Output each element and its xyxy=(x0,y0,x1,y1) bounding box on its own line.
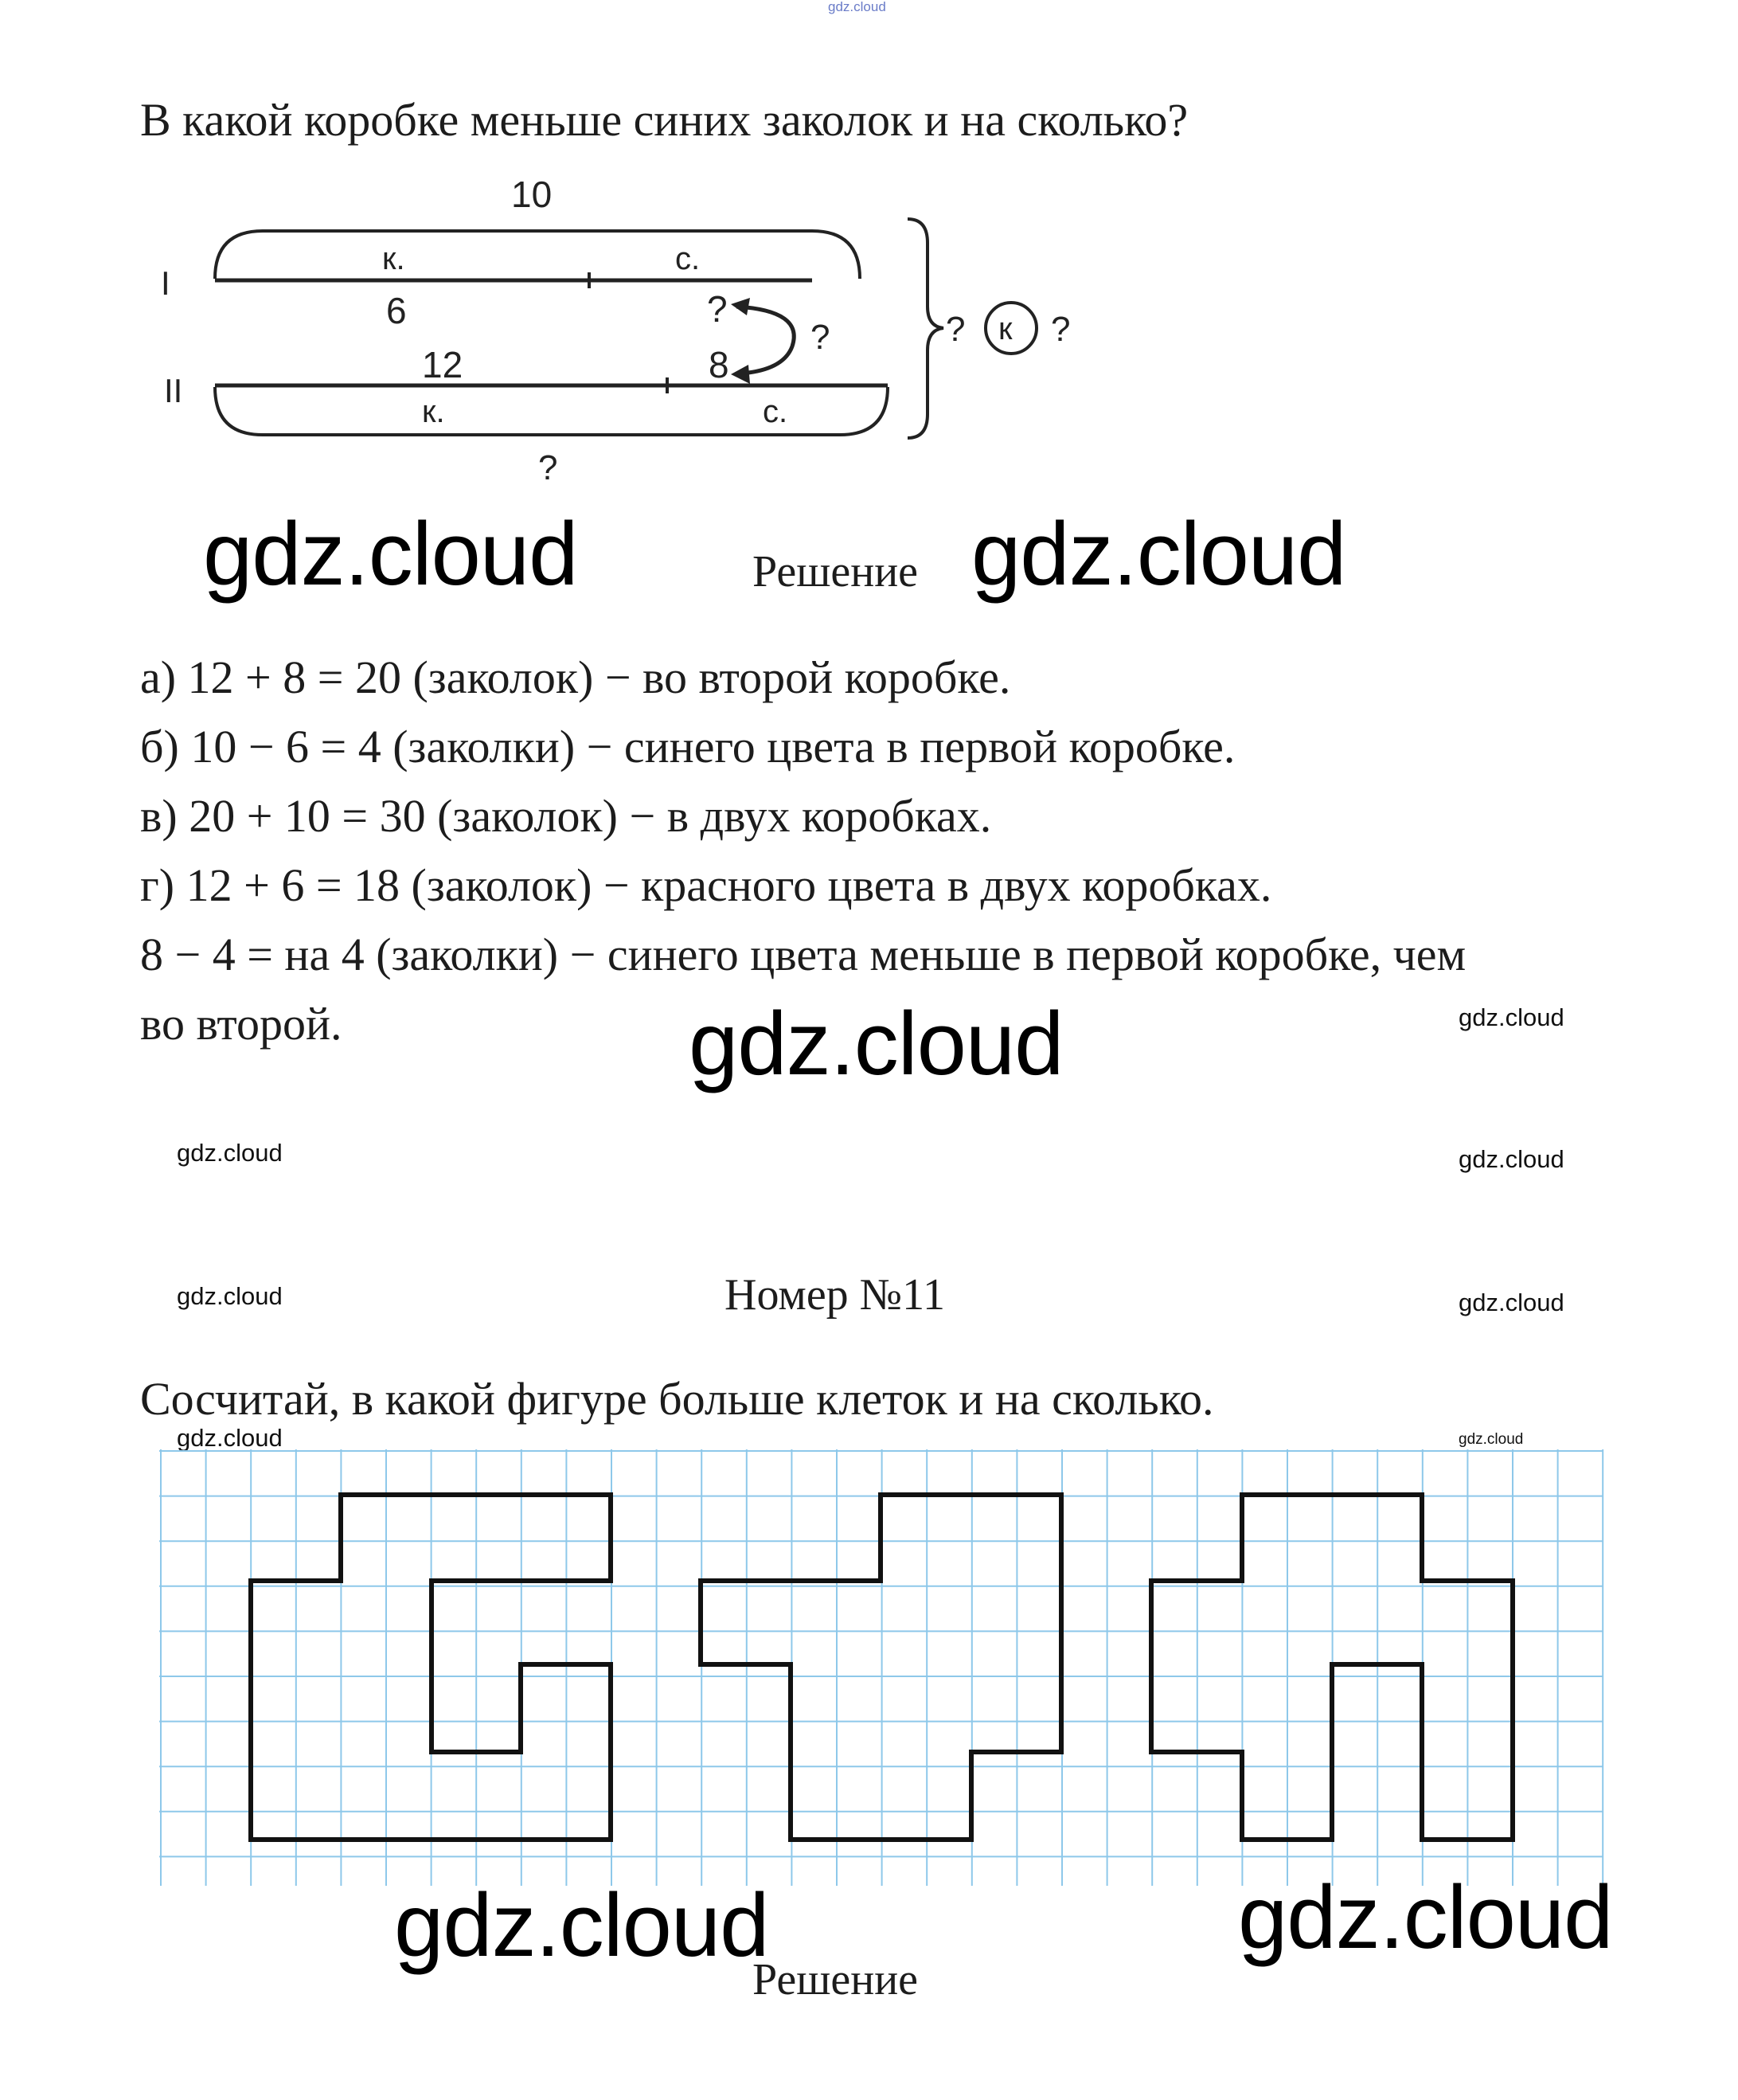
row1-marker: I xyxy=(161,264,170,302)
k-label-first: к. xyxy=(382,241,405,276)
task11-solution-heading: Решение xyxy=(752,1955,919,2004)
figure-2-outline xyxy=(701,1495,1061,1840)
solution-line-b: б) 10 − 6 = 4 (заколки) − синего цвета в первой коробке. xyxy=(140,721,1236,772)
task11-question: Сосчитай, в какой фигуре больше клеток и на сколько. xyxy=(140,1373,1214,1425)
k-label-second: к. xyxy=(422,394,445,429)
compare-arrowhead-bottom xyxy=(731,365,750,384)
task11-heading: Номер №11 xyxy=(724,1270,946,1320)
watermark-big: gdz.cloud xyxy=(394,1875,769,1975)
watermark-small: gdz.cloud xyxy=(177,1139,283,1167)
task10-question: В какой коробке меньше синих заколок и на сколько? xyxy=(140,94,1189,146)
cell-grid xyxy=(159,1449,1604,1887)
row2-marker: II xyxy=(164,372,183,409)
brace-question-left: ? xyxy=(946,310,966,349)
s-label-second: с. xyxy=(763,394,788,429)
compare-question: ? xyxy=(810,318,830,357)
brace-question-right: ? xyxy=(1051,310,1071,349)
first-row-brace xyxy=(215,231,860,279)
solution-line-a: а) 12 + 8 = 20 (заколок) − во второй коробке. xyxy=(140,651,1011,703)
watermark-small: gdz.cloud xyxy=(177,1282,283,1310)
watermark-small: gdz.cloud xyxy=(1459,1289,1564,1316)
watermark-tiny: gdz.cloud xyxy=(1459,1431,1524,1448)
watermark-big: gdz.cloud xyxy=(971,504,1346,604)
red-first-label: 6 xyxy=(386,290,407,331)
top-watermark: gdz.cloud xyxy=(828,0,886,14)
compare-arrow xyxy=(736,307,794,373)
blue-first-question: ? xyxy=(707,288,728,330)
watermark-small: gdz.cloud xyxy=(1459,1145,1564,1173)
red-second-label: 12 xyxy=(422,344,463,385)
total-second-question: ? xyxy=(538,448,558,487)
watermark-big: gdz.cloud xyxy=(689,994,1064,1093)
task10-solution-heading: Решение xyxy=(752,547,919,596)
blue-second-label: 8 xyxy=(709,344,729,385)
total-first-label: 10 xyxy=(511,174,553,215)
s-label-first: с. xyxy=(675,241,701,276)
watermark-big: gdz.cloud xyxy=(203,504,578,604)
solution-line-answer: 8 − 4 = на 4 (заколки) − синего цвета меньше в первой коробке, чем xyxy=(140,929,1467,980)
right-brace xyxy=(908,219,943,438)
compare-arrowhead-top xyxy=(731,298,750,315)
watermark-big: gdz.cloud xyxy=(1238,1867,1613,1967)
segment-diagram xyxy=(143,159,1115,502)
solution-line-c: в) 20 + 10 = 30 (заколок) − в двух коробках. xyxy=(140,790,992,842)
circle-k-letter: к xyxy=(998,311,1013,346)
watermark-small: gdz.cloud xyxy=(1459,1003,1564,1031)
solution-line-answer-cont: во второй. xyxy=(140,998,342,1050)
solution-line-d: г) 12 + 6 = 18 (заколок) − красного цвета в двух коробках. xyxy=(140,859,1272,911)
watermark-small: gdz.cloud xyxy=(177,1424,283,1452)
